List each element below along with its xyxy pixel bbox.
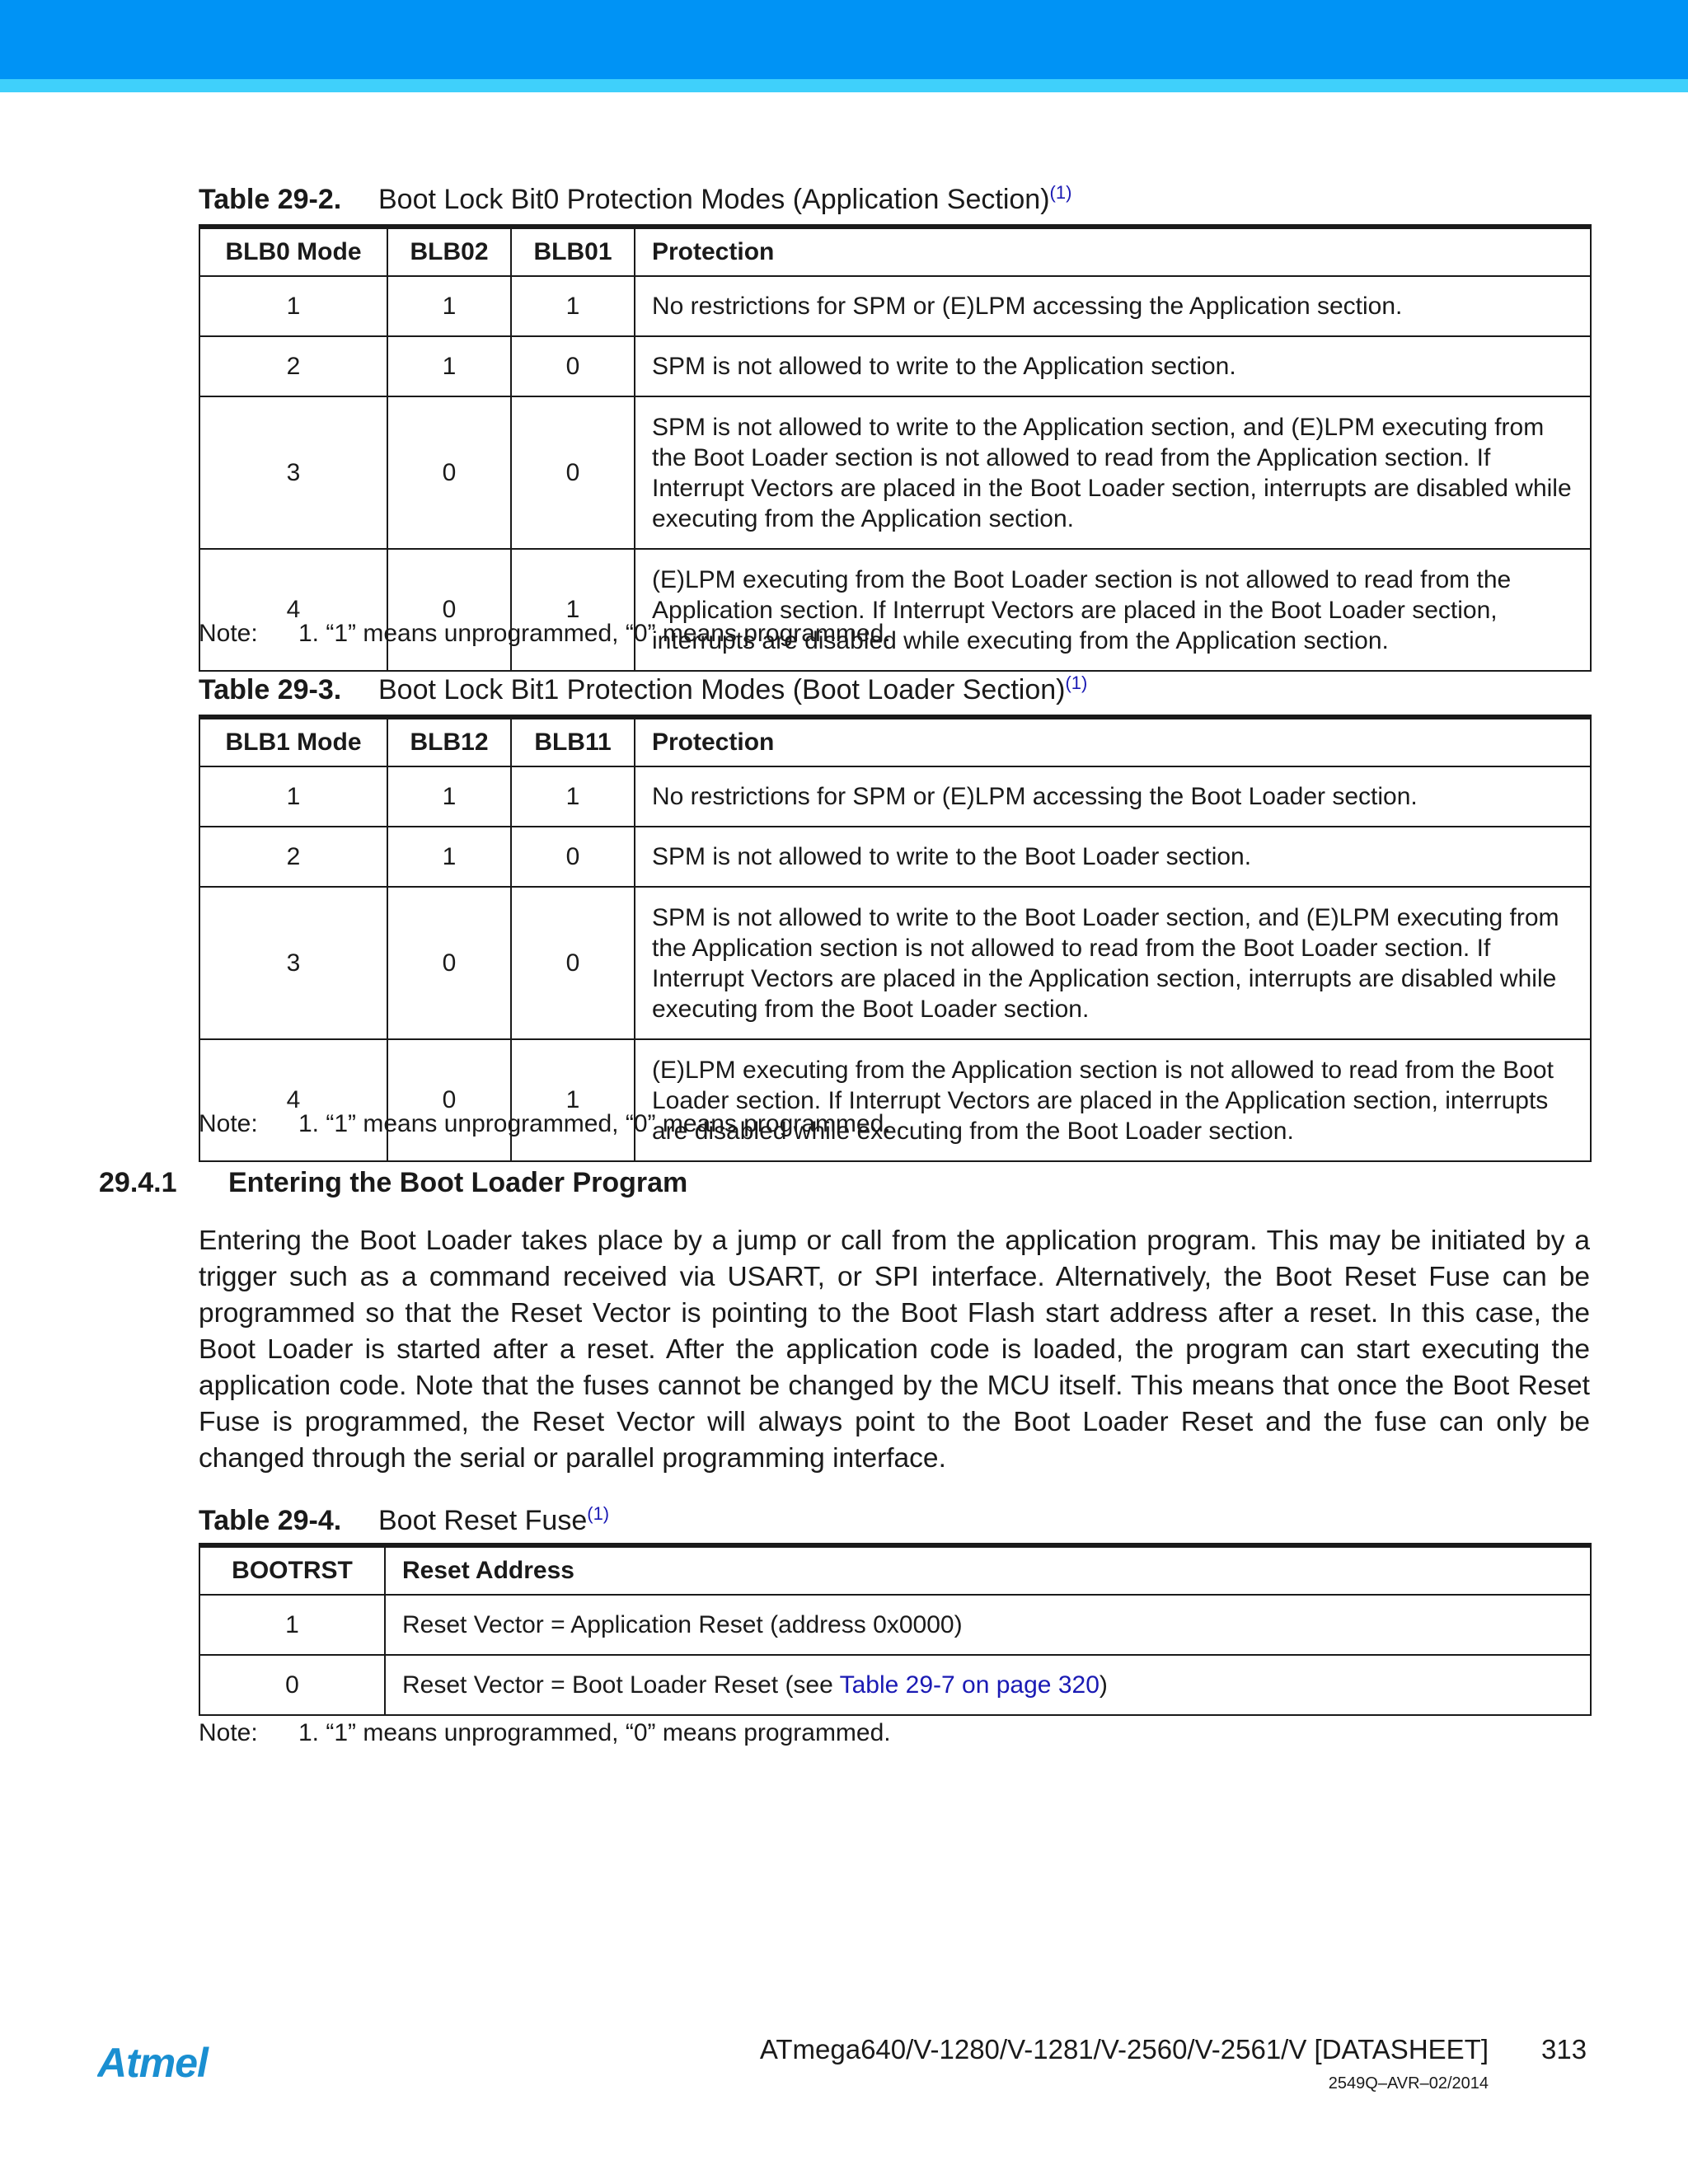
table-cell: 4 [199, 1039, 387, 1161]
table-cell: 1 [511, 276, 635, 336]
table-cell: 2 [199, 827, 387, 887]
header-stripe [0, 79, 1688, 92]
page-number: 313 [1541, 2034, 1587, 2064]
table-cell: No restrictions for SPM or (E)LPM accessing the Application section. [635, 276, 1591, 336]
table-cell [385, 1655, 1591, 1715]
footer-title: ATmega640/V-1280/V-1281/V-2560/V-2561/V [DATASHEET] [759, 2034, 1489, 2064]
table-29-2 [199, 224, 1592, 672]
table-row [199, 887, 1591, 1039]
table-cell: SPM is not allowed to write to the Boot Loader section. [635, 827, 1591, 887]
body-paragraph: Entering the Boot Loader takes place by a jump or call from the application program. This may be initiated by a trigger such as a command received via USART, or SPI interface. Alternatively, the Boot Reset Fuse can be programmed so that the Reset Vector is pointing to the Boot Flash start address after a reset. In this case, the Boot Loader is started after a reset. After the application code is loaded, the program can start executing the application code. Note that the fuses cannot be changed by the MCU itself. This means that once the Boot Reset Fuse is programmed, the Reset Vector will always point to the Boot Loader Reset and the fuse can only be changed through the serial or parallel programming interface. [199, 1226, 1590, 1474]
table-cell: 1 [511, 766, 635, 827]
address-text-suffix: ) [1099, 1671, 1108, 1699]
table-cell: 1 [387, 827, 511, 887]
table-cell: 1 [387, 276, 511, 336]
footnote-ref: (1) [1049, 182, 1072, 203]
table-row [199, 1655, 1591, 1715]
table-29-2-note [199, 620, 891, 648]
table-cell: 0 [511, 336, 635, 396]
note-label: Note: [199, 1110, 258, 1137]
table-number: Table 29-2. [199, 184, 342, 215]
address-text: Reset Vector = Boot Loader Reset (see [402, 1671, 840, 1699]
table-29-3-note [199, 1110, 891, 1138]
table-row [199, 276, 1591, 336]
table-title: Boot Lock Bit1 Protection Modes (Boot Loader Section) [378, 674, 1066, 705]
table-cell: 1 [199, 1595, 385, 1655]
table-cell: (E)LPM executing from the Boot Loader section is not allowed to read from the Application section. If Interrupt Vectors are placed in the Boot Loader section, interrupts are disabled while executing from the Application section. [635, 549, 1591, 671]
table-row [199, 396, 1591, 549]
table-header-row [199, 1545, 1591, 1595]
logo-text: Atmel [97, 2041, 208, 2086]
table-29-7-link[interactable]: Table 29-7 on page 320 [839, 1671, 1100, 1699]
table-number: Table 29-4. [199, 1505, 342, 1536]
column-header: Reset Address [385, 1545, 1591, 1595]
table-cell: 4 [199, 549, 387, 671]
table-cell: 0 [387, 549, 511, 671]
table-cell: SPM is not allowed to write to the Boot Loader section, and (E)LPM executing from the Application section is not allowed to read from the Boot Loader section. If Interrupt Vectors are placed in the Application section, interrupts are disabled while executing from the Boot Loader section. [635, 887, 1591, 1039]
table-header-row [199, 717, 1591, 766]
table-title: Boot Reset Fuse [378, 1505, 588, 1536]
table-header-row [199, 227, 1591, 276]
column-header: BLB01 [511, 227, 635, 276]
section-heading [99, 1167, 687, 1199]
table-title: Boot Lock Bit0 Protection Modes (Application Section) [378, 184, 1050, 215]
table-29-3 [199, 715, 1592, 1162]
table-29-4 [199, 1543, 1592, 1716]
table-29-4-note [199, 1719, 891, 1747]
note-text: 1. “1” means unprogrammed, “0” means programmed. [298, 1110, 891, 1137]
table-row [199, 766, 1591, 827]
section-title: Entering the Boot Loader Program [228, 1167, 688, 1198]
footnote-ref: (1) [587, 1503, 610, 1524]
table-cell: 2 [199, 336, 387, 396]
table-cell: 1 [511, 549, 635, 671]
table-29-2-caption [199, 184, 1071, 216]
table-cell: SPM is not allowed to write to the Application section, and (E)LPM executing from the Boot Loader section is not allowed to read from the Application section. If Interrupt Vectors are placed in the Boot Loader section, interrupts are disabled while executing from the Application section. [635, 396, 1591, 549]
table-cell: 3 [199, 887, 387, 1039]
column-header: BOOTRST [199, 1545, 385, 1595]
table-cell: 0 [387, 887, 511, 1039]
column-header: BLB02 [387, 227, 511, 276]
table-row [199, 336, 1591, 396]
table-cell: Reset Vector = Application Reset (address 0x0000) [385, 1595, 1591, 1655]
column-header: BLB1 Mode [199, 717, 387, 766]
document-code: 2549Q–AVR–02/2014 [1328, 2074, 1489, 2093]
table-29-4-caption [199, 1505, 609, 1537]
table-row [199, 1039, 1591, 1161]
table-cell: 0 [511, 396, 635, 549]
note-label: Note: [199, 1719, 258, 1746]
table-row [199, 1595, 1591, 1655]
note-text: 1. “1” means unprogrammed, “0” means programmed. [298, 620, 891, 647]
table-cell: 0 [387, 396, 511, 549]
table-number: Table 29-3. [199, 674, 342, 705]
table-cell: No restrictions for SPM or (E)LPM accessing the Boot Loader section. [635, 766, 1591, 827]
column-header: BLB0 Mode [199, 227, 387, 276]
table-cell: 1 [199, 276, 387, 336]
header-bar [0, 0, 1688, 79]
table-row [199, 827, 1591, 887]
footnote-ref: (1) [1065, 673, 1088, 693]
table-cell: 0 [199, 1655, 385, 1715]
column-header: Protection [635, 717, 1591, 766]
table-cell: 1 [387, 766, 511, 827]
section-number: 29.4.1 [99, 1167, 177, 1198]
table-cell: 1 [511, 1039, 635, 1161]
table-cell: (E)LPM executing from the Application section is not allowed to read from the Boot Loader section. If Interrupt Vectors are placed in the Application section, interrupts are disabled while executing from the Boot Loader section. [635, 1039, 1591, 1161]
note-text: 1. “1” means unprogrammed, “0” means programmed. [298, 1719, 891, 1746]
table-29-3-caption [199, 674, 1087, 706]
column-header: BLB11 [511, 717, 635, 766]
note-label: Note: [199, 620, 258, 647]
table-cell: 1 [199, 766, 387, 827]
table-cell: 0 [387, 1039, 511, 1161]
table-cell: SPM is not allowed to write to the Application section. [635, 336, 1591, 396]
atmel-logo [97, 2041, 246, 2091]
table-cell: 0 [511, 887, 635, 1039]
table-cell: 0 [511, 827, 635, 887]
table-row [199, 549, 1591, 671]
column-header: Protection [635, 227, 1591, 276]
table-cell: 1 [387, 336, 511, 396]
column-header: BLB12 [387, 717, 511, 766]
table-cell: 3 [199, 396, 387, 549]
